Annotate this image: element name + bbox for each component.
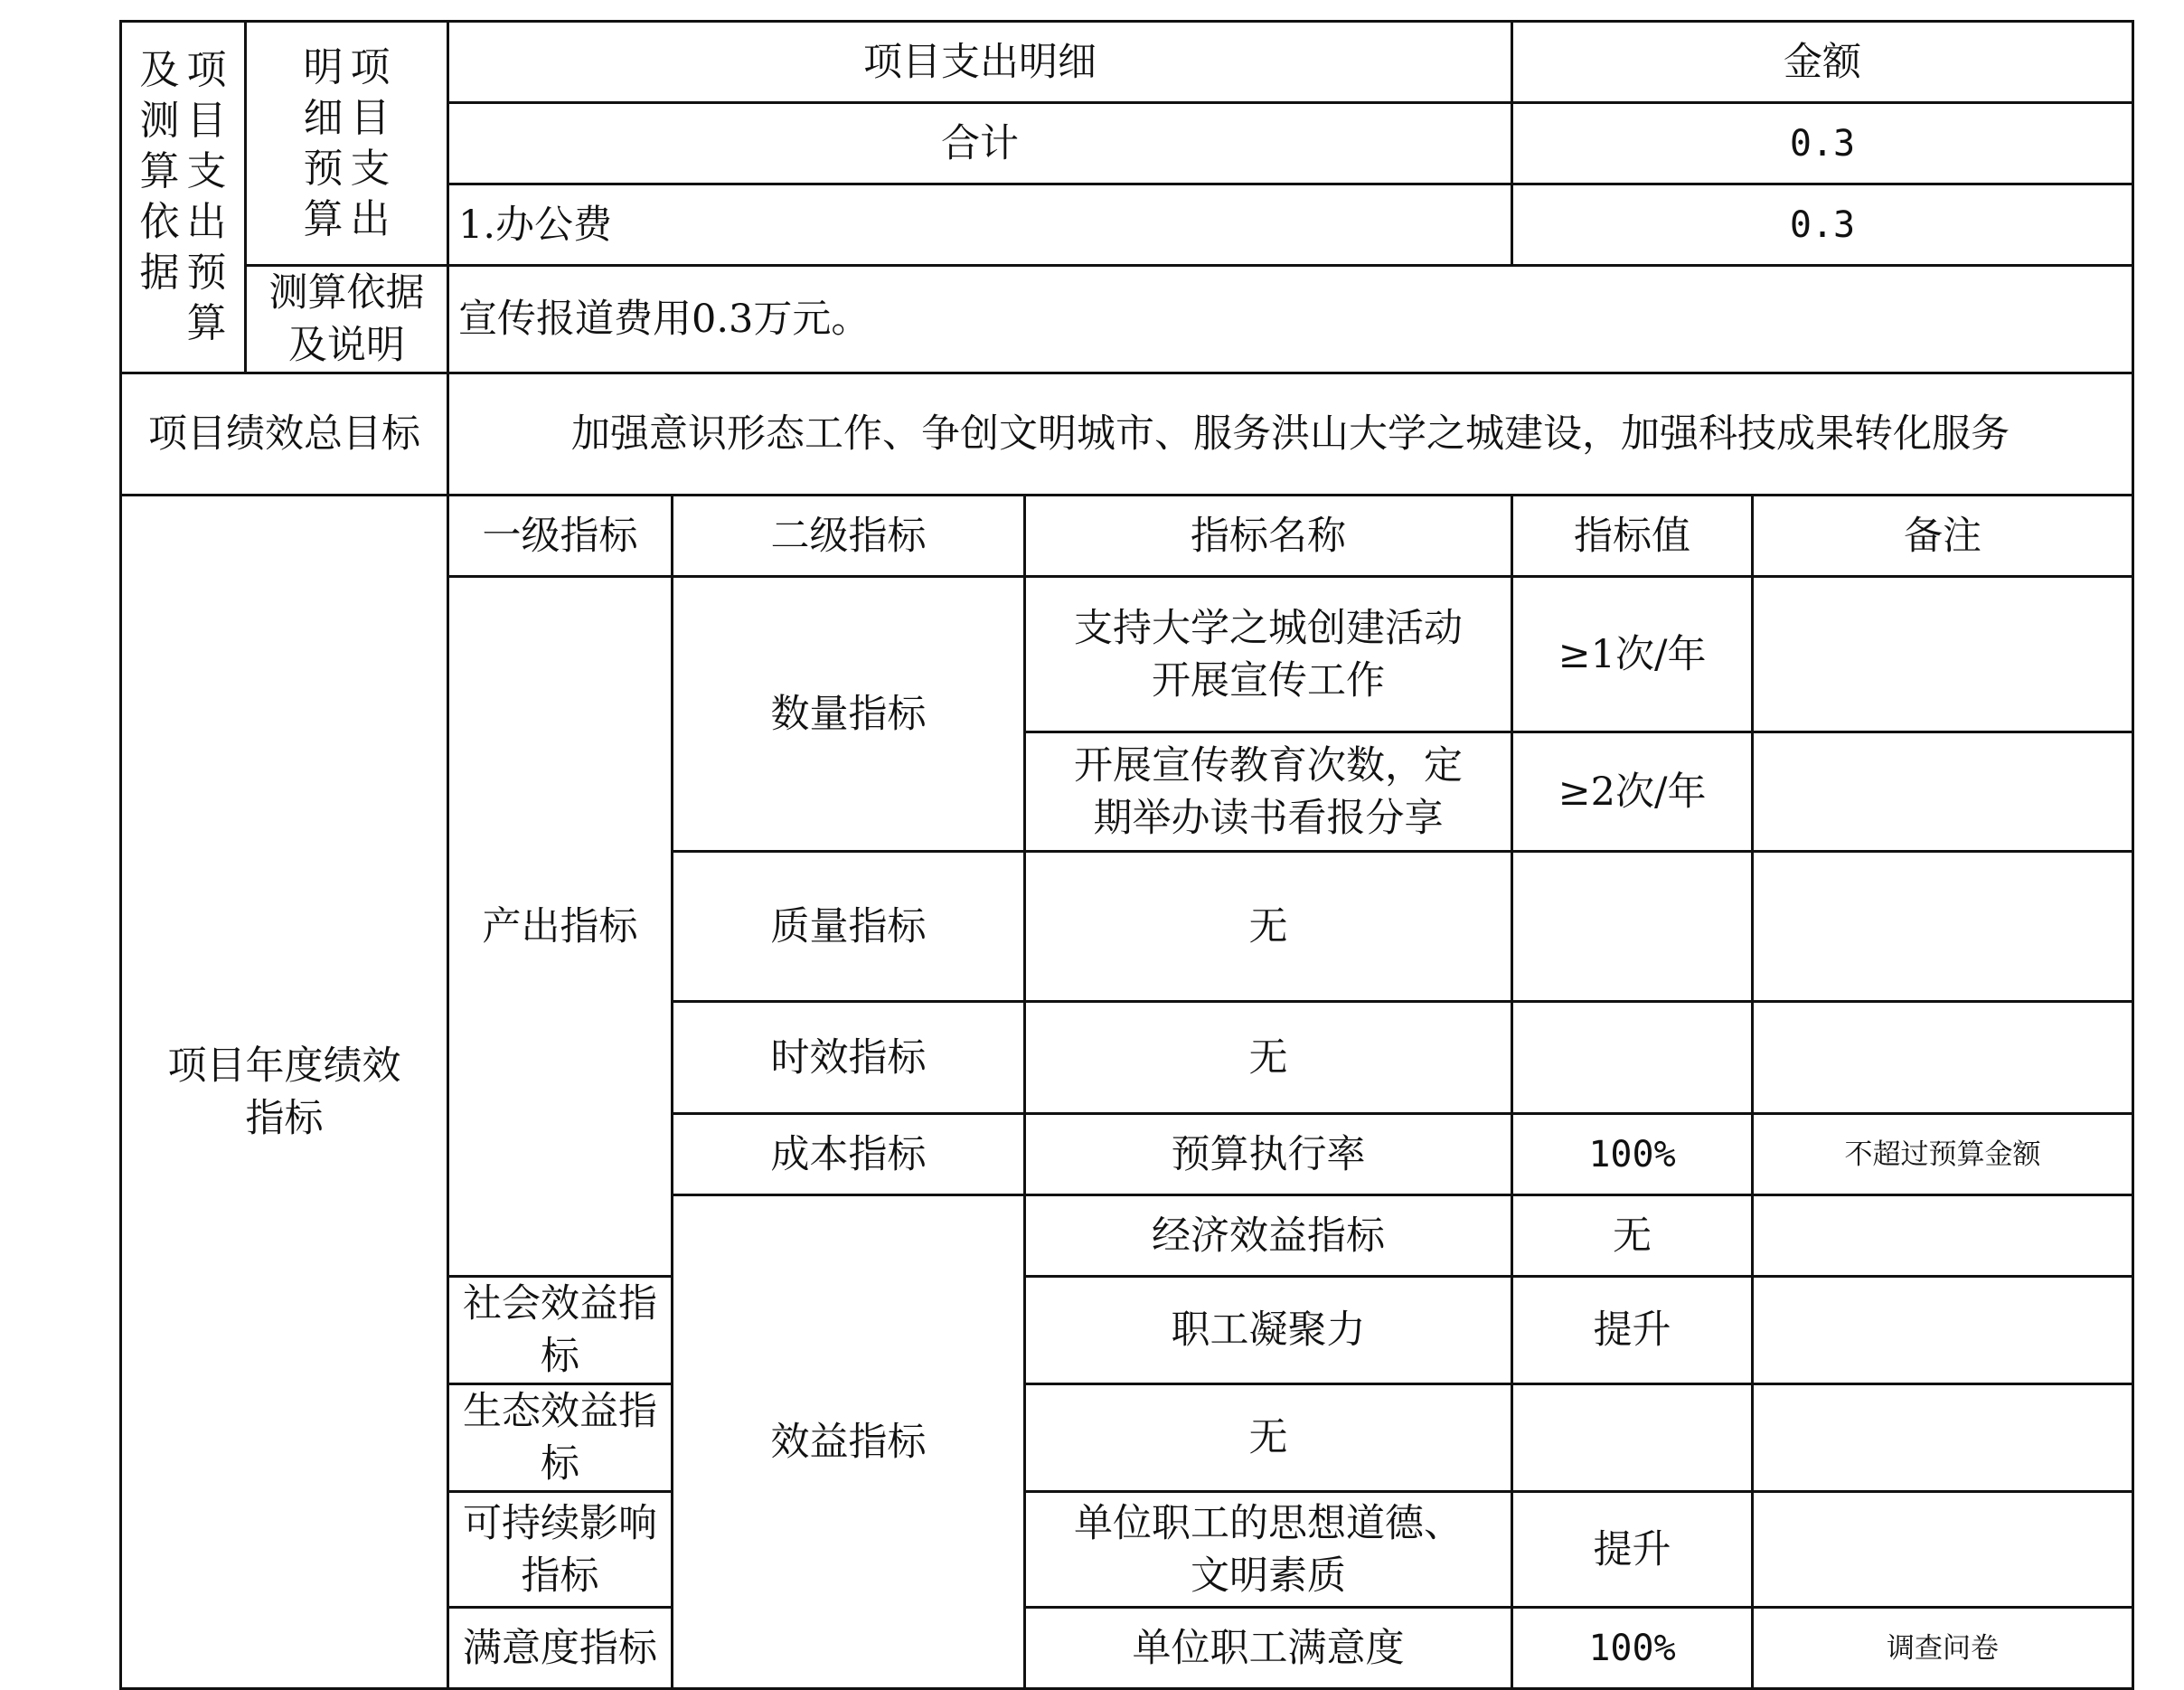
header-note: 备注: [1753, 496, 2133, 577]
vertical-char: 目: [186, 98, 227, 144]
detail-budget-label-col1: [304, 42, 344, 245]
indicator-note: [1753, 1384, 2133, 1492]
vertical-char: 算: [139, 148, 180, 194]
header-amount: 金额: [1512, 22, 2133, 103]
detail-budget-label-col2: [351, 42, 391, 245]
indicator-value: [1753, 1195, 2133, 1277]
vertical-char: 项: [350, 43, 391, 90]
level2-cell: 数量指标: [673, 577, 1025, 852]
total-amount: 0.3: [1512, 103, 2133, 184]
indicator-value: 提升: [1512, 1277, 1753, 1384]
indicator-name: 无: [1512, 1195, 1753, 1277]
level1-benefit: 效益指标: [673, 1195, 1025, 1689]
budget-performance-table: [119, 20, 2134, 1690]
item-amount: 0.3: [1512, 184, 2133, 266]
level2-cell: 满意度指标: [448, 1608, 673, 1689]
vertical-char: 据: [139, 250, 180, 296]
header-value: 指标值: [1512, 496, 1753, 577]
indicator-name: 单位职工满意度: [1025, 1608, 1512, 1689]
indicator-name: 单位职工的思想道德、 文明素质: [1025, 1492, 1512, 1608]
indicator-value: [1512, 1002, 1753, 1114]
indicator-name: 支持大学之城创建活动 开展宣传工作: [1025, 577, 1512, 732]
budget-section-label-col2: [187, 45, 227, 349]
vertical-char: 依: [139, 199, 180, 245]
indicator-note: [1753, 1277, 2133, 1384]
level2-cell: 可持续影响指标: [448, 1492, 673, 1608]
indicator-value: 100%: [1512, 1114, 1753, 1195]
indicator-value: [1512, 852, 1753, 1002]
vertical-char: 出: [186, 199, 227, 245]
level2-cell: 经济效益指标: [1025, 1195, 1512, 1277]
vertical-char: 算: [186, 300, 227, 346]
level2-cell: 生态效益指标: [448, 1384, 673, 1492]
indicator-value: ≥1次/年: [1512, 577, 1753, 732]
performance-target-form: [119, 20, 2132, 1671]
vertical-char: 支: [350, 145, 391, 192]
vertical-char: 测: [139, 98, 180, 144]
indicator-note: [1753, 1492, 2133, 1608]
vertical-char: 明: [303, 43, 344, 90]
header-level1: 一级指标: [448, 496, 673, 577]
goal-label: 项目绩效总目标: [121, 373, 448, 496]
indicator-value: 100%: [1512, 1608, 1753, 1689]
vertical-char: 预: [303, 145, 344, 192]
indicator-name: 无: [1025, 1002, 1512, 1114]
header-level2: 二级指标: [673, 496, 1025, 577]
indicator-note: [1753, 852, 2133, 1002]
vertical-char: 目: [350, 94, 391, 141]
indicator-name: 预算执行率: [1025, 1114, 1512, 1195]
level2-cell: 质量指标: [673, 852, 1025, 1002]
level2-cell: 时效指标: [673, 1002, 1025, 1114]
goal-text: 加强意识形态工作、争创文明城市、服务洪山大学之城建设，加强科技成果转化服务: [448, 373, 2133, 496]
vertical-char: 及: [139, 47, 180, 93]
indicators-section-label: 项目年度绩效 指标: [121, 496, 448, 1689]
vertical-char: 出: [350, 195, 391, 242]
indicator-value: [1512, 1384, 1753, 1492]
budget-section-label-col1: [140, 45, 180, 349]
header-name: 指标名称: [1025, 496, 1512, 577]
indicator-note: 不超过预算金额: [1753, 1114, 2133, 1195]
indicator-value: 提升: [1512, 1492, 1753, 1608]
vertical-char: 细: [303, 94, 344, 141]
indicator-note: [1753, 1002, 2133, 1114]
indicator-value: ≥2次/年: [1512, 732, 1753, 852]
item-name: 1.办公费: [448, 184, 1512, 266]
level2-cell: 成本指标: [673, 1114, 1025, 1195]
indicator-name: 无: [1025, 852, 1512, 1002]
total-label: 合计: [448, 103, 1512, 184]
header-detail: 项目支出明细: [448, 22, 1512, 103]
basis-text: 宣传报道费用0.3万元。: [448, 266, 2133, 373]
detail-budget-label: [246, 22, 448, 266]
basis-label: 测算依据 及说明: [246, 266, 448, 373]
indicator-name: 职工凝聚力: [1025, 1277, 1512, 1384]
level2-cell: 社会效益指标: [448, 1277, 673, 1384]
budget-section-label: [121, 22, 246, 373]
indicator-name: 开展宣传教育次数，定 期举办读书看报分享: [1025, 732, 1512, 852]
level1-output: 产出指标: [448, 577, 673, 1277]
indicator-note: 调查问卷: [1753, 1608, 2133, 1689]
indicator-note: [1753, 577, 2133, 732]
vertical-char: 支: [186, 148, 227, 194]
vertical-char: 算: [303, 195, 344, 242]
indicator-note: [1753, 732, 2133, 852]
indicator-name: 无: [1025, 1384, 1512, 1492]
vertical-char: 预: [186, 250, 227, 296]
vertical-char: 项: [186, 47, 227, 93]
